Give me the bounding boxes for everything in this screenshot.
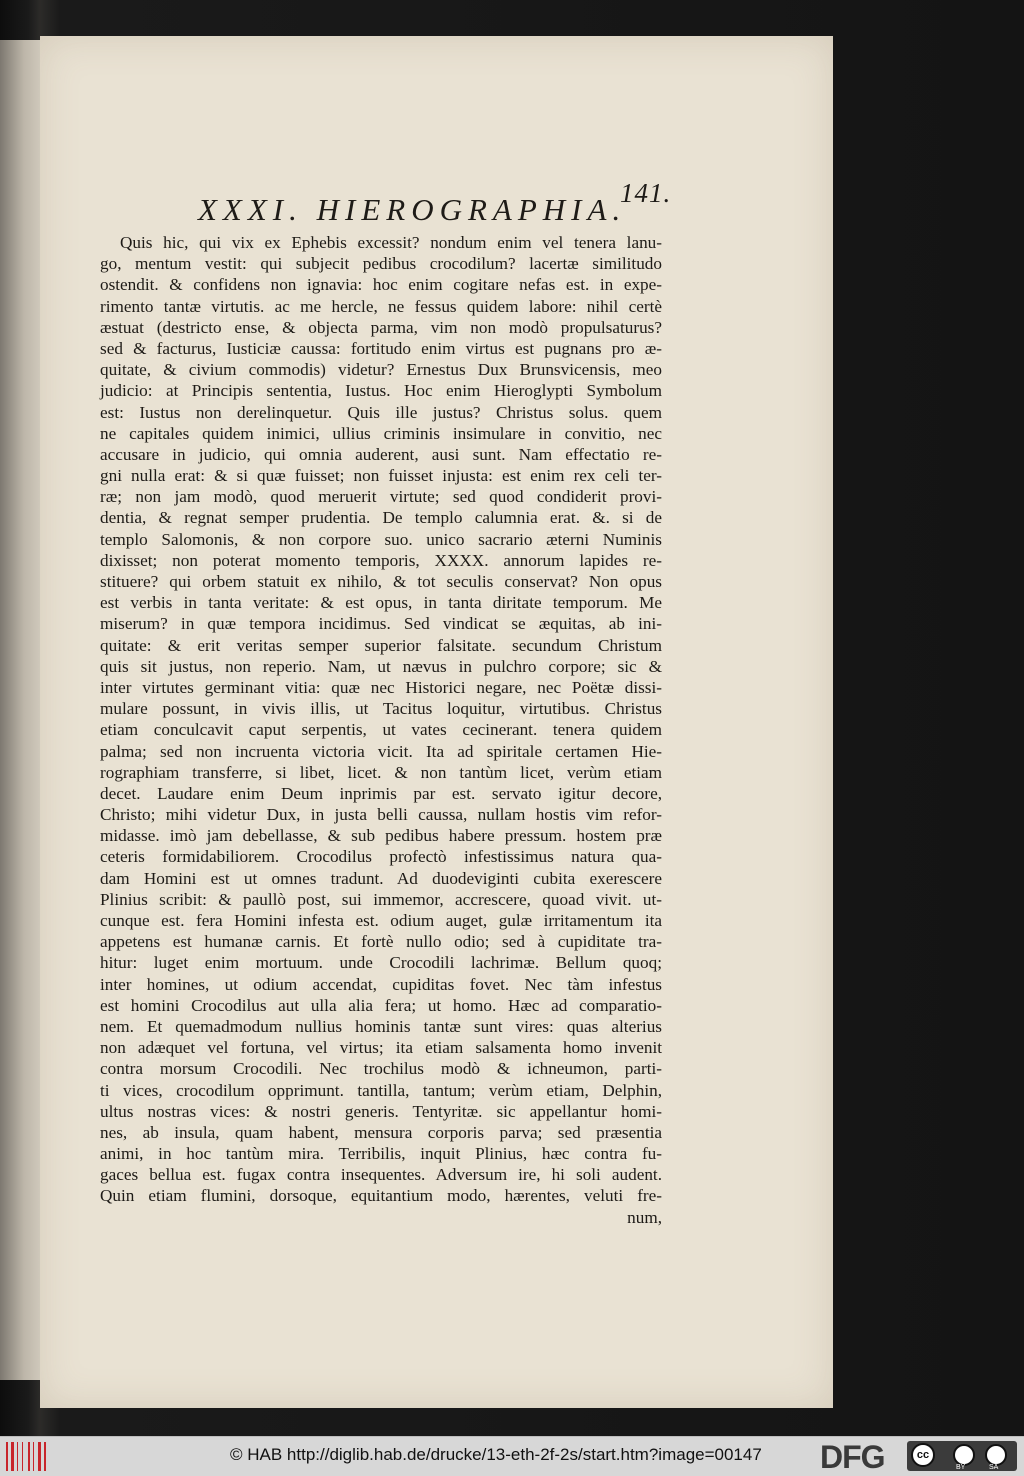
text-line: hitur: luget enim mortuum. unde Crocodili lachrimæ. Bellum quoq; xyxy=(100,953,662,973)
text-line: miserum? in quæ tempora incidimus. Sed vindicat se æquitas, ab ini- xyxy=(100,614,662,634)
barcode-icon xyxy=(6,1442,46,1471)
barcode-bar xyxy=(6,1442,8,1471)
by-icon xyxy=(953,1444,975,1466)
text-line: midasse. imò jam debellasse, & sub pedibus habere pressum. hostem præ xyxy=(100,826,662,846)
copyright-link[interactable]: © HAB http://diglib.hab.de/drucke/13-eth-2f-2s/start.htm?image=00147 xyxy=(230,1445,762,1464)
text-line: templo Salomonis, & non corpore suo. unico sacrario æterni Numinis xyxy=(100,529,662,549)
text-line: ræ; non jam modò, quod meruerit virtute; sed quod condiderit provi- xyxy=(100,487,662,507)
cc-license-badge[interactable] xyxy=(907,1441,1017,1471)
text-line: quitate, & civium commodis) videtur? Ernestus Dux Brunsvicensis, meo xyxy=(100,360,662,380)
by-label: BY xyxy=(956,1464,966,1471)
text-line: palma; sed non incruenta victoria vicit. Ita ad spiritale certamen Hie- xyxy=(100,741,662,761)
text-line: gni nulla erat: & si quæ fuisset; non fuisset injusta: est enim rex celi ter- xyxy=(100,466,662,486)
text-line: nem. Et quemadmodum nullius hominis tantæ sunt vires: quas alterius xyxy=(100,1016,662,1036)
text-line: Plinius scribit: & paullò post, sui immemor, accrescere, quoad vivit. ut- xyxy=(100,889,662,909)
text-line: nes, ab insula, quam habent, mensura corporis parva; sed præsentia xyxy=(100,1122,662,1142)
barcode-bar xyxy=(17,1442,18,1471)
text-line: Quin etiam flumini, dorsoque, equitantium modo, hærentes, veluti fre- xyxy=(100,1186,662,1206)
text-line: inter virtutes germinant vitia: quæ nec Historici negare, nec Poëtæ dissi- xyxy=(100,677,662,697)
text-line: inter homines, ut odium accendat, cupiditas fovet. Nec tàm infestus xyxy=(100,974,662,994)
text-line: rimento tantæ virtutis. ac me hercle, ne fessus quidem labore: nihil certè xyxy=(100,296,662,316)
text-line: dam Homini est ut omnes tradunt. Ad duodeviginti cubita exerescere xyxy=(100,868,662,888)
text-line: ultus nostras vices: & nostri generis. Tentyritæ. sic appellantur homi- xyxy=(100,1101,662,1121)
previous-page-edge xyxy=(0,40,40,1380)
barcode-bar xyxy=(44,1442,46,1471)
text-line: cunque est. fera Homini infesta est. odium auget, gulæ irritamentum ita xyxy=(100,911,662,930)
text-line: æstuat (destricto ense, & objecta parma, vim non modò propulsaturus? xyxy=(100,317,662,337)
text-line: mulare possunt, in vivis illis, ut Tacitus loquitur, virtutibus. Christus xyxy=(100,699,662,719)
text-line: etiam conculcavit caput serpentis, ut vates cecinerant. tenera quidem xyxy=(100,720,662,740)
text-line: accusare in judicio, qui omnia auderent, ausi sunt. Nam effectatio re- xyxy=(100,444,662,464)
text-line: ostendit. & confidens non ignavia: hoc enim cogitare nefas est. in expe- xyxy=(100,275,662,295)
text-line: est verbis in tanta veritate: & est opus, in tanta diritate temporum. Me xyxy=(100,593,662,613)
barcode-bar xyxy=(38,1442,41,1471)
text-line: quitate: & erit veritas semper superior falsitate. secundum Christum xyxy=(100,635,662,655)
cc-icon: cc xyxy=(911,1443,935,1467)
barcode-bar xyxy=(22,1442,23,1471)
text-line: judicio: at Principis sententia, Iustus. Hoc enim Hieroglypti Symbolum xyxy=(100,381,662,401)
page-title: XXXI. HIEROGRAPHIA. xyxy=(198,192,627,227)
sa-icon xyxy=(985,1444,1007,1466)
text-line: decet. Laudare enim Deum inprimis par est. servato igitur decore, xyxy=(100,783,662,803)
dfg-logo[interactable]: DFG xyxy=(820,1439,885,1475)
page-number: 141. xyxy=(620,178,672,208)
text-line: non adæquet vel fortuna, vel virtus; ita etiam salsamenta homo invenit xyxy=(100,1038,662,1058)
text-line: rographiam transferre, si libet, licet. & non tantùm licet, verùm etiam xyxy=(100,762,662,782)
text-line: est: Iustus non derelinquetur. Quis ille justus? Christus solus. quem xyxy=(100,402,662,422)
text-line: Christo; mihi videtur Dux, in justa belli caussa, nullam hostis vim refor- xyxy=(100,805,662,825)
text-line: ti vices, crocodilum opprimunt. tantilla, tantum; verùm etiam, Delphin, xyxy=(100,1080,662,1100)
barcode-bar xyxy=(28,1442,30,1471)
text-line: est homini Crocodilus aut ulla alia fera; ut homo. Hæc ad comparatio- xyxy=(100,995,662,1015)
barcode-bar xyxy=(33,1442,34,1471)
text-line: stituere? qui orbem statuit ex nihilo, & tot seculis conservat? Non opus xyxy=(100,572,662,591)
text-line: appetens est humanæ carnis. Et fortè nullo odio; sed à cupiditate tra- xyxy=(100,932,662,952)
sa-label: SA xyxy=(989,1464,999,1471)
text-line: contra morsum Crocodili. Nec trochilus modò & ichneumon, parti- xyxy=(100,1059,662,1079)
barcode-bar xyxy=(11,1442,14,1471)
text-line: gaces bellua est. fugax contra insequentes. Adversum ire, hi soli audent. xyxy=(100,1165,662,1185)
text-line: animi, in hoc tantùm mira. Terribilis, inquit Plinius, hæc contra fu- xyxy=(100,1144,662,1164)
text-line: dixisset; non poterat momento temporis, XXXX. annorum lapides re- xyxy=(100,550,662,570)
text-line: dentia, & regnat semper prudentia. De templo calumnia erat. &. si de xyxy=(100,508,662,528)
text-line: sed & facturus, Iusticiæ caussa: fortitudo enim virtus est pugnans pro æ- xyxy=(100,338,662,358)
text-line: quis sit justus, non reperio. Nam, ut nævus in pulchro corpore; sic & xyxy=(100,656,662,676)
text-line: ne capitales quidem inimici, ullius criminis insimulare in convitio, nec xyxy=(100,423,662,443)
text-line: ceteris formidabiliorem. Crocodilus profectò infestissimus natura qua- xyxy=(100,847,662,867)
footer-bar xyxy=(0,1436,1024,1476)
text-line: go, mentum vestit: qui subjecit pedibus crocodilum? lacertæ similitudo xyxy=(100,254,662,274)
body-text xyxy=(100,232,662,1228)
text-line: num, xyxy=(627,1207,662,1227)
text-line: Quis hic, qui vix ex Ephebis excessit? nondum enim vel tenera lanu- xyxy=(120,233,662,252)
